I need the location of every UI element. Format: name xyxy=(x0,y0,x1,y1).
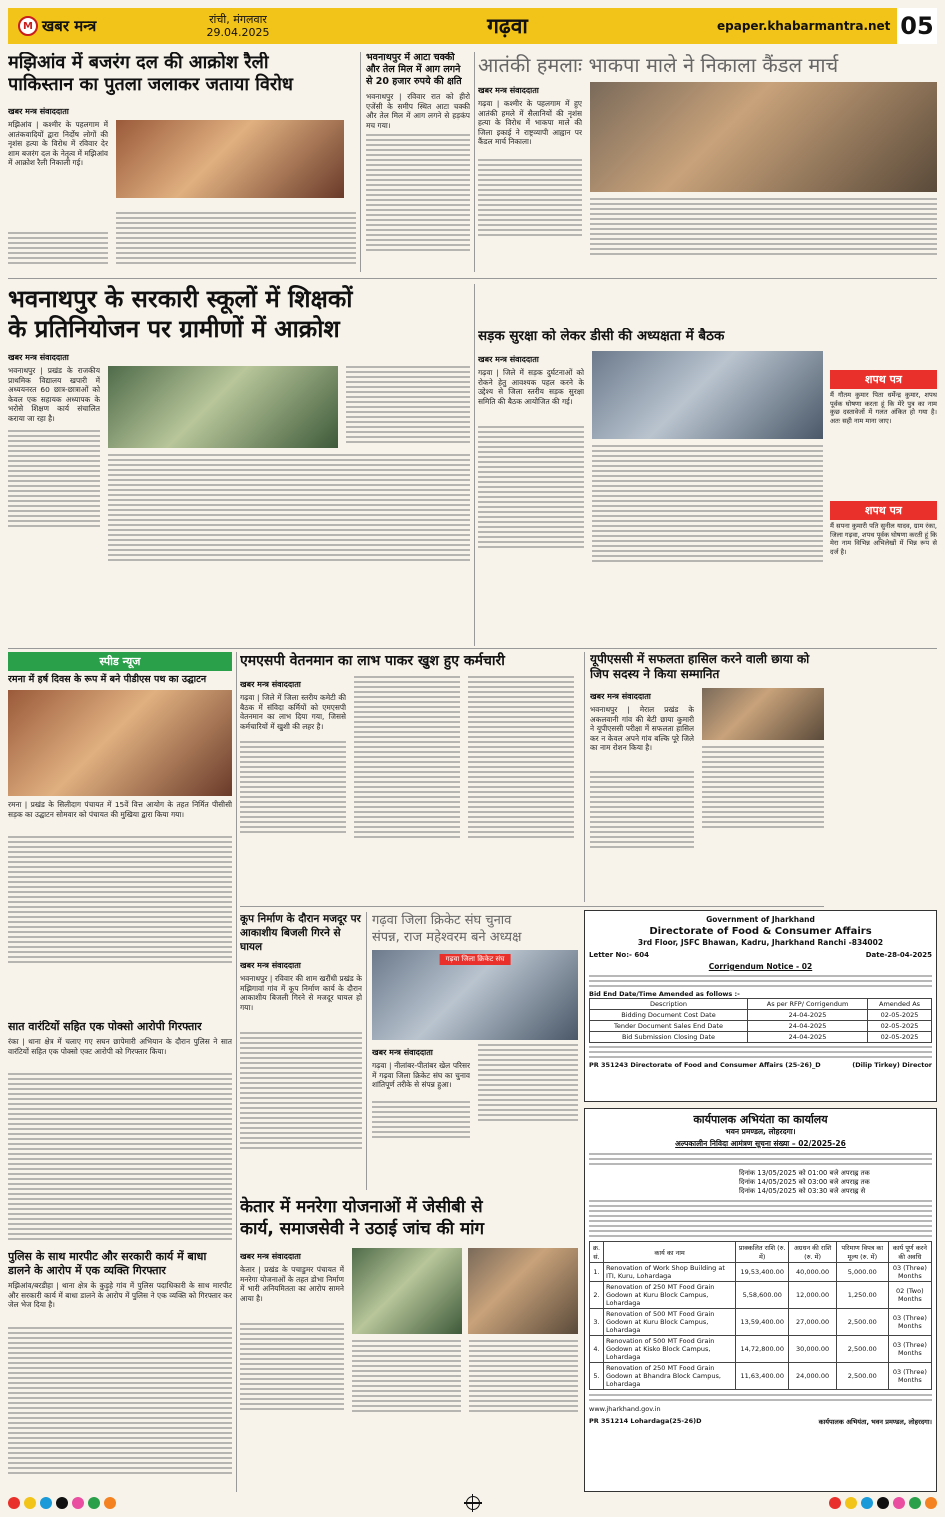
meeting-photo xyxy=(592,351,823,439)
story-body-lines xyxy=(8,430,100,527)
tender-notice-bhawan[interactable] xyxy=(584,1108,937,1492)
jcb-photo xyxy=(352,1248,462,1334)
story-body-lines xyxy=(702,746,824,828)
notice-website[interactable]: www.jharkhand.gov.in xyxy=(589,1405,661,1413)
signatory: कार्यपालक अभियंता, भवन प्रमण्डल, लोहरदगा। xyxy=(818,1418,932,1426)
notice-body-lines xyxy=(589,1153,932,1165)
color-dot xyxy=(829,1497,841,1509)
cell: 2. xyxy=(590,1282,604,1309)
date-line: दिनांक 13/05/2025 को 01:00 बजे अपराह्न तक xyxy=(739,1169,870,1177)
story-body-lines xyxy=(478,426,584,548)
notice-body-lines xyxy=(589,1046,932,1058)
notice-date: Date-28-04-2025 xyxy=(865,951,932,959)
col-header: Description xyxy=(590,999,748,1010)
table-row xyxy=(590,1363,932,1390)
cell: 14,72,800.00 xyxy=(736,1336,789,1363)
cell: 03 (Three) Months xyxy=(888,1336,931,1363)
story-pocso[interactable] xyxy=(8,1020,232,1242)
story-lead: रंका | थाना क्षेत्र में चलाए गए सघन छापेमारी अभियान के दौरान पुलिस ने सात वारंटियों सहित एक पोक्सो एक्ट आरोपी को गिरफ्तार किया। xyxy=(8,1037,232,1056)
story-body-lines xyxy=(240,741,346,833)
registration-mark-icon xyxy=(466,1496,480,1510)
city-day: रांची, मंगलवार xyxy=(209,13,267,26)
headline: पुलिस के साथ मारपीट और सरकारी कार्य में बाधा डालने के आरोप में एक व्यक्ति गिरफ्तार xyxy=(8,1250,207,1277)
story-lead: मझिआंव | कश्मीर के पहलगाम में आतंकवादियों द्वारा निर्दोष लोगों की नृशंस हत्या के विरोध में रविवार देर शाम बजरंग दल के नेतृत्व में मझिआंव में आक्रोश रैली निकाली गई। xyxy=(8,120,108,168)
story-police-assault[interactable] xyxy=(8,1250,232,1490)
story-body-lines xyxy=(240,1323,344,1410)
story-cricket[interactable] xyxy=(372,912,578,1190)
headline: एमएसपी वेतनमान का लाभ पाकर खुश हुए कर्मचारी xyxy=(240,653,505,669)
story-lead: गढ़वा | जिले में सड़क दुर्घटनाओं को रोकने हेतु आवश्यक पहल करने के उद्देश्य से जिला स्तरीय सड़क सुरक्षा समिति की बैठक आयोजित की गई। xyxy=(478,368,584,406)
date-line: दिनांक 14/05/2025 को 03:00 बजे अपराह्न तक xyxy=(739,1178,870,1186)
story-lead: गढ़वा | कश्मीर के पहलगाम में हुए आतंकी हमले में सैलानियों की नृशंस हत्या के विरोध में भाकपा माले की जिला इकाई ने राष्ट्रव्यापी आह्वान पर कैंडल मार्च निकाला। xyxy=(478,99,582,147)
corrigendum-title: Corrigendum Notice - 02 xyxy=(708,962,813,971)
cell: 13,59,400.00 xyxy=(736,1309,789,1336)
cell: 24-04-2025 xyxy=(748,1021,868,1032)
column-rule xyxy=(474,52,475,272)
story-lead: गढ़वा | नीलांबर-पीतांबर खेल परिसर में गढ़वा जिला क्रिकेट संघ का चुनाव शांतिपूर्ण तरीके से संपन्न हुआ। xyxy=(372,1061,470,1090)
table-row xyxy=(590,1021,932,1032)
story-body-lines xyxy=(352,1340,461,1412)
color-dot xyxy=(925,1497,937,1509)
color-dot xyxy=(40,1497,52,1509)
col-header: As per RFP/ Corrigendum xyxy=(748,999,868,1010)
column-rule xyxy=(366,912,367,1190)
story-body-lines xyxy=(592,445,823,562)
candle-march-photo xyxy=(590,82,937,192)
notice-subtitle: Bid End Date/Time Amended as follows :- xyxy=(589,990,740,998)
color-dot xyxy=(845,1497,857,1509)
notice-body-lines xyxy=(589,1394,932,1401)
story-schools[interactable] xyxy=(8,284,470,644)
headline-line-2: के प्रतिनियोजन पर ग्रामीणों में आक्रोश xyxy=(8,315,340,343)
cell: 03 (Three) Months xyxy=(888,1309,931,1336)
cell: 5,000.00 xyxy=(836,1263,888,1282)
headline-line-1: भवनाथपुर के सरकारी स्कूलों में शिक्षकों xyxy=(8,285,353,313)
story-body-lines xyxy=(366,134,470,251)
byline: खबर मन्त्र संवाददाता xyxy=(590,692,651,701)
speed-news[interactable] xyxy=(8,652,232,1017)
story-fire[interactable] xyxy=(366,52,470,272)
cell: Tender Document Sales End Date xyxy=(590,1021,748,1032)
color-dots-right xyxy=(829,1497,937,1509)
table-row xyxy=(590,1282,932,1309)
affidavit-column xyxy=(830,368,937,642)
story-lead: भवनाथपुर | प्रखंड के राजकीय प्राथमिक विद्यालय खपारी में अध्ययनरत 60 छात्र-छात्राओं को केवल एक सहायक अध्यापक के भरोसे शिक्षण कार्य संचालित कराया जा रहा है। xyxy=(8,366,100,423)
headline-line-1: मझिआंव में बजरंग दल की आक्रोश रैली xyxy=(8,52,269,73)
story-body-lines xyxy=(478,159,582,236)
column-rule xyxy=(584,652,585,902)
cell: 03 (Three) Months xyxy=(888,1263,931,1282)
cell: 24-04-2025 xyxy=(748,1010,868,1021)
story-lead: केतार | प्रखंड के पचाडुमर पंचायत में मनरेगा योजनाओं के तहत डोभा निर्माण में भारी अनियमितता का आरोप सामने आया है। xyxy=(240,1265,344,1303)
headline: आतंकी हमलाः भाकपा माले ने निकाला कैंडल मार्च xyxy=(478,53,839,77)
story-well-lightning[interactable] xyxy=(240,912,362,1190)
color-dot xyxy=(88,1497,100,1509)
headline-line-1: गढ़वा जिला क्रिकेट संघ चुनाव xyxy=(372,913,512,928)
cell: 02-05-2025 xyxy=(868,1032,932,1043)
cricket-photo xyxy=(372,950,578,1040)
notice-address: 3rd Floor, JSFC Bhawan, Kadru, Jharkhand Ranchi -834002 xyxy=(637,938,884,947)
pond-photo xyxy=(468,1248,578,1334)
column-rule xyxy=(360,52,361,272)
cell: 11,63,400.00 xyxy=(736,1363,789,1390)
cell: 1,250.00 xyxy=(836,1282,888,1309)
headline: यूपीएससी में सफलता हासिल करने वाली छाया को जिप सदस्य ने किया सम्मानित xyxy=(590,652,810,681)
color-dot xyxy=(104,1497,116,1509)
school-photo xyxy=(108,366,338,448)
col-header: अग्रधन की राशि (रु. में) xyxy=(789,1242,837,1263)
story-body-lines xyxy=(372,1101,470,1138)
color-dot xyxy=(861,1497,873,1509)
headline-line-1: केतार में मनरेगा योजनाओं में जेसीबी से xyxy=(240,1197,483,1217)
felicitation-photo xyxy=(702,688,824,740)
cell: 2,500.00 xyxy=(836,1363,888,1390)
tender-notice-food[interactable] xyxy=(584,910,937,1102)
headline-line-2: पाकिस्तान का पुतला जलाकर जताया विरोध xyxy=(8,74,294,95)
story-msp[interactable] xyxy=(240,652,578,902)
date-line: दिनांक 14/05/2025 को 03:30 बजे अपराह्न से xyxy=(739,1187,866,1195)
cell: 30,000.00 xyxy=(789,1336,837,1363)
cell: 03 (Three) Months xyxy=(888,1363,931,1390)
signatory: (Dilip Tirkey) Director xyxy=(852,1061,932,1069)
color-dot xyxy=(24,1497,36,1509)
cell: 2,500.00 xyxy=(836,1336,888,1363)
section-rule xyxy=(8,648,937,649)
section-rule xyxy=(240,906,824,907)
col-header: कार्य पूर्ण करने की अवधि xyxy=(888,1242,931,1263)
notice-org: Government of Jharkhand xyxy=(706,915,815,924)
corrigendum-table xyxy=(589,998,932,1043)
notice-body-lines xyxy=(589,1200,932,1237)
masthead xyxy=(8,8,937,44)
cell: 24,000.00 xyxy=(789,1363,837,1390)
epaper-link[interactable]: epaper.khabarmantra.net xyxy=(717,19,891,33)
pr-number: PR 351214 Lohardaga(25-26)D xyxy=(589,1417,702,1425)
section-rule xyxy=(8,278,937,279)
story-body-lines xyxy=(8,836,232,963)
edition-date xyxy=(178,13,298,39)
inauguration-photo xyxy=(8,690,232,796)
color-dot xyxy=(8,1497,20,1509)
col-header: परिमाण विपत्र का मूल्य (रु. में) xyxy=(836,1242,888,1263)
headline: कूप निर्माण के दौरान मजदूर पर आकाशीय बिजली गिरने से घायल xyxy=(240,913,361,953)
notice-subtitle: भवन प्रमण्डल, लोहरदगा। xyxy=(725,1127,796,1136)
letter-number: Letter No:- 604 xyxy=(589,951,649,959)
story-body-lines xyxy=(346,366,470,448)
cell: 12,000.00 xyxy=(789,1282,837,1309)
story-body-lines xyxy=(590,198,937,255)
affidavit-title-2: शपथ पत्र xyxy=(830,501,937,520)
story-road-safety[interactable] xyxy=(478,328,823,644)
page-number: 05 xyxy=(897,8,937,44)
story-lead: मझिआंव/बरडीहा | थाना क्षेत्र के कुड़ुहे गांव में पुलिस पदाधिकारी के साथ मारपीट और सरकारी कार्य में बाधा डालने के आरोप में पुलिस ने एक व्यक्ति को गिरफ्तार कर जेल भेज दिया है। xyxy=(8,1281,232,1310)
story-lead: भवनाथपुर | मेराल प्रखंड के अकलवानी गांव की बेटी छाया कुमारी ने यूपीएससी परीक्षा में सफलता हासिल कर न केवल अपने गांव बल्कि पूरे जिले का नाम रोशन किया है। xyxy=(590,705,694,753)
col-header: प्राक्कलित राशि (रु. में) xyxy=(736,1242,789,1263)
byline: खबर मन्त्र संवाददाता xyxy=(240,961,301,970)
headline: रमना में हर्ष दिवस के रूप में बने पीडीएस पथ का उद्घाटन xyxy=(8,674,207,685)
headline: सात वारंटियों सहित एक पोक्सो आरोपी गिरफ्तार xyxy=(8,1020,202,1033)
cell: 27,000.00 xyxy=(789,1309,837,1336)
cell: 24-04-2025 xyxy=(748,1032,868,1043)
cell: 02 (Two) Months xyxy=(888,1282,931,1309)
column-rule xyxy=(236,652,237,1492)
notice-title: कार्यपालक अभियंता का कार्यालय xyxy=(693,1113,828,1126)
col-header: Amended As xyxy=(868,999,932,1010)
story-lead: गढ़वा | जिले में जिला स्तरीय कमेटी की बैठक में संविदा कर्मियों को एमएसपी वेतनमान का लाभ दिया गया, जिससे कर्मचारियों में खुशी की लहर है। xyxy=(240,693,346,731)
works-table xyxy=(589,1241,932,1390)
pr-number: PR 351243 Directorate of Food and Consumer Affairs (25-26)_D xyxy=(589,1061,821,1069)
cell: 40,000.00 xyxy=(789,1263,837,1282)
speed-news-label: स्पीड न्यूज xyxy=(8,652,232,671)
headline: सड़क सुरक्षा को लेकर डीसी की अध्यक्षता में बैठक xyxy=(478,328,725,344)
section-title: गढ़वा xyxy=(487,14,528,38)
story-upsc[interactable] xyxy=(590,652,824,902)
byline: खबर मन्त्र संवाददाता xyxy=(8,353,69,362)
story-body-lines xyxy=(8,1073,232,1242)
story-body-lines xyxy=(116,212,356,266)
rally-photo xyxy=(116,120,344,198)
photo-banner: गढ़वा जिला क्रिकेट संघ xyxy=(440,954,511,965)
story-lead: भवनाथपुर | रविवार रात को हीरो एजेंसी के समीप स्थित आटा चक्की और तेल मिल में आग लगने से हड़कंप मच गया। xyxy=(366,92,470,130)
story-body-lines xyxy=(354,676,460,838)
story-body-lines xyxy=(108,454,470,561)
story-body-lines xyxy=(8,1327,232,1474)
byline: खबर मन्त्र संवाददाता xyxy=(478,86,539,95)
story-body-lines xyxy=(240,1032,362,1149)
story-body-lines xyxy=(8,232,108,266)
cell: 4. xyxy=(590,1336,604,1363)
color-dot xyxy=(72,1497,84,1509)
byline: खबर मन्त्र संवाददाता xyxy=(372,1048,433,1057)
cell: 3. xyxy=(590,1309,604,1336)
cell: 5,58,600.00 xyxy=(736,1282,789,1309)
col-header: क्र. सं. xyxy=(590,1242,604,1263)
cell: 02-05-2025 xyxy=(868,1021,932,1032)
table-row xyxy=(590,1010,932,1021)
color-dots-left xyxy=(8,1497,116,1509)
affidavit-text-1: मैं गौतम कुमार पिता धर्मेन्द्र कुमार, शपथ पूर्वक घोषणा करता हूं कि मेरे पुत्र का नाम कुछ दस्तावेजों में गलत अंकित हो गया है। अतः सही नाम माना जाए। xyxy=(830,391,937,425)
color-dot xyxy=(893,1497,905,1509)
color-dot xyxy=(56,1497,68,1509)
brand-mark-icon: M xyxy=(18,16,38,36)
story-body-lines xyxy=(469,1340,578,1412)
cell: 1. xyxy=(590,1263,604,1282)
cell: Renovation of 250 MT Food Grain Godown at Bhandra Block Campus, Lohardaga xyxy=(604,1363,736,1390)
print-registration-strip xyxy=(8,1496,937,1510)
story-body-lines xyxy=(590,771,694,848)
table-row xyxy=(590,1263,932,1282)
cell: Bidding Document Cost Date xyxy=(590,1010,748,1021)
cell: 19,53,400.00 xyxy=(736,1263,789,1282)
byline: खबर मन्त्र संवाददाता xyxy=(240,1252,301,1261)
column-rule xyxy=(474,284,475,646)
headline-line-2: संपन्न, राज महेश्वरम बने अध्यक्ष xyxy=(372,930,522,945)
date: 29.04.2025 xyxy=(206,26,270,39)
headline: भवनाथपुर में आटा चक्की और तेल मिल में आग लगने से 20 हजार रुपये की क्षति xyxy=(366,52,462,87)
story-lead: भवनाथपुर | रविवार की शाम खरौंधी प्रखंड के मझिगावां गांव में कूप निर्माण कार्य के दौरान आकाशीय बिजली गिरने से मजदूर घायल हो गया। xyxy=(240,974,362,1012)
table-row xyxy=(590,1309,932,1336)
story-body-lines xyxy=(468,676,574,838)
color-dot xyxy=(877,1497,889,1509)
cell: Renovation of 500 MT Food Grain Godown at Kuru Block Campus, Lohardaga xyxy=(604,1309,736,1336)
affidavit-title-1: शपथ पत्र xyxy=(830,370,937,389)
cell: 02-05-2025 xyxy=(868,1010,932,1021)
table-row xyxy=(590,1336,932,1363)
notice-number: अल्पकालीन निविदा आमंत्रण सूचना संख्या – 02/2025-26 xyxy=(675,1139,846,1148)
table-row xyxy=(590,1032,932,1043)
cell: 5. xyxy=(590,1363,604,1390)
byline: खबर मन्त्र संवाददाता xyxy=(478,355,539,364)
story-candle-march[interactable] xyxy=(478,52,937,274)
brand-name: खबर मन्त्र xyxy=(42,17,97,35)
byline: खबर मन्त्र संवाददाता xyxy=(240,680,301,689)
notice-body-lines xyxy=(589,975,932,987)
cell: Renovation of Work Shop Building at ITI, Kuru, Lohardaga xyxy=(604,1263,736,1282)
headline-line-2: कार्य, समाजसेवी ने उठाई जांच की मांग xyxy=(240,1219,485,1239)
cell: Renovation of 500 MT Food Grain Godown at Kisko Block Campus, Lohardaga xyxy=(604,1336,736,1363)
story-lead: रमना | प्रखंड के सिलीदाग पंचायत में 15वें वित्त आयोग के तहत निर्मित पीसीसी सड़क का उद्घाटन सोमवार को पंचायत की मुखिया द्वारा किया गया। xyxy=(8,800,232,819)
notice-dept: Directorate of Food & Consumer Affairs xyxy=(649,926,872,937)
brand-logo[interactable] xyxy=(8,16,178,36)
story-body-lines xyxy=(478,1044,578,1138)
cell: Renovation of 250 MT Food Grain Godown at Kuru Block Campus, Lohardaga xyxy=(604,1282,736,1309)
cell: 2,500.00 xyxy=(836,1309,888,1336)
story-mgnrega[interactable] xyxy=(240,1196,578,1492)
col-header: कार्य का नाम xyxy=(604,1242,736,1263)
color-dot xyxy=(909,1497,921,1509)
cell: Bid Submission Closing Date xyxy=(590,1032,748,1043)
byline: खबर मन्त्र संवाददाता xyxy=(8,107,69,116)
affidavit-text-2: मैं सपना कुमारी पति सुनील यादव, ग्राम रंका, जिला गढ़वा, शपथ पूर्वक घोषणा करती हूं कि मेरा नाम विभिन्न अभिलेखों में भिन्न रूप से दर्ज है। xyxy=(830,522,937,556)
